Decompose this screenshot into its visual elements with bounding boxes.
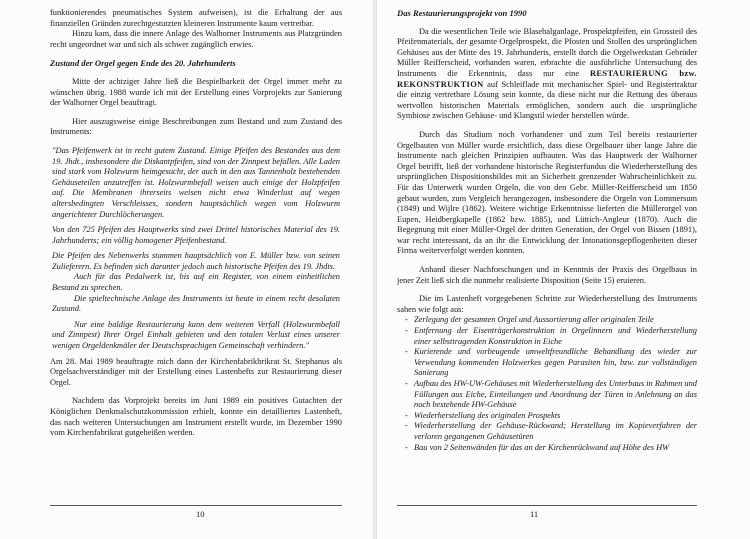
list-item: - Entfernung der Eisenträgerkonstruktion in Orgelinnern und Wiederherstellung einer selbsttragenden Konstruktion in Eiche [405, 326, 697, 347]
paragraph-text: auf Schleiflade mit mechanischer Spiel- und Registertraktur die einzig vertretbare Lösung sein konnte, da diese nicht nur die Rettung des überaus wertvollen historischen Materials ermöglichen, sondern auch die ursprüngliche Symbiose zwischen Gehäuse- und Klangstil wieder herstellen würde. [397, 79, 697, 121]
right-page [377, 0, 750, 539]
paragraph: Mitte der achtziger Jahre ließ die Bespielbarkeit der Orgel immer mehr zu wünschen übrig. 1988 wurde ich mit der Erstellung eines Vorprojekts zur Sanierung der Walhorner Orgel beauftragt. [50, 76, 342, 108]
emphasis-text: RESTAURIERUNG bzw. REKONSTRUKTION [397, 68, 697, 89]
list-item: - Aufbau des HW-UW-Gehäuses mit Wiederherstellung des Unterbaus in Rahmen und Füllungen aus Eiche, Einteilungen und Anordnung der Türen in Anlehnung an das noch bestehende HW-Gehäuse [405, 379, 697, 411]
list-item: - Zerlegung der gesamten Orgel und Aussortierung aller originalen Teile [405, 315, 697, 326]
left-page [0, 0, 373, 539]
quote-paragraph: Die Pfeifen des Nebenwerks stammen hauptsächlich von E. Müller bzw. von seinen Zulieferern. Es befinden sich darunter jedoch auch historische Pfeifen des 19. Jhdts. [52, 251, 340, 271]
paragraph: Anhand dieser Nachforschungen und in Kenntnis der Praxis des Orgelbaus in jener Zeit ließ sich die nunmehr realisierte Disposition (Seite 15) eruieren. [397, 265, 697, 285]
list-item: - Bau von 2 Seitenwänden für das an der Kirchenrückwand auf Höhe des HW [405, 443, 697, 454]
quote-paragraph: Die spieltechnische Anlage des Instruments ist heute in einem recht desolaten Zustand. [52, 293, 340, 314]
paragraph: Hinzu kam, dass die innere Anlage des Walhorner Instruments aus Platzgründen recht ungeordnet war und sich als schwer zugänglich erwies. [50, 29, 342, 49]
section-heading: Das Restaurierungsprojekt von 1990 [397, 8, 527, 18]
paragraph: Nachdem das Vorprojekt bereits im Juni 1989 ein positives Gutachten der Königlichen Denkmalschutzkommission erhielt, konnte ein detailliertes Lastenheft, das nach weiteren Untersuchungen am Instrument erstellt wurde, im Dezember 1990 vom Kirchenfabrikrat gutgeheißen werden. [50, 396, 342, 438]
footer-rule [50, 505, 342, 506]
quote-paragraph: Nur eine baldige Restaurierung kann dem weiteren Verfall (Holzwurmbefall und Zinnpest) Ihrer Orgel Einhalt gebieten und den totalen Verlust eines unserer wenigen Orgeldenkmäler der Deutschsprachigen Gemeinschaft verhindern." [52, 319, 340, 351]
list-item: - Kurierende und vorbeugende umweltfreundliche Behandlung des wieder zur Verwendung kommenden Holzwerkes gegen Parasiten hin, bzw. zur vollständigen Sanierung [405, 347, 697, 379]
footer-rule [397, 505, 697, 506]
left-page-text [50, 8, 342, 439]
paragraph: funktionierendes pneumatisches System aufweisen), ist die Erhaltung der aus finanziellen Gründen zurechtgestutzten kleineren Instrumente kaum vertretbar. [50, 8, 342, 28]
quote-paragraph: Auch für das Pedalwerk ist, bis auf ein Register, von einem einheitlichen Bestand zu sprechen. [52, 272, 340, 293]
quote-paragraph: "Das Pfeifenwerk ist in recht gutem Zustand. Einige Pfeifen des Bestandes aus dem 19. Jhdt., insbesondere die Diskantpfeifen, sind von der Zinnpest befallen. Alle Laden sind stark vom Holzwurm heimgesucht, der auch in den aus Tannenholz bestehenden Gehäuseteilen anzutreffen ist. Holzwurmbefall weisen auch einige der Holzpfeifen auf. Die Membranen ihrerseits weisen nicht etwa Winderlust auf wegen altersbedingten Verschleisses, sondern hauptsächlich wegen vom Holzwurm angerichteter Durchlöcherungen. [52, 145, 340, 219]
section-heading: Zustand der Orgel gegen Ende des 20. Jahrhunderts [50, 58, 236, 69]
list-item: - Wiederherstellung des originalen Prospekts [405, 411, 697, 422]
quote-paragraph: Von den 725 Pfeifen des Hauptwerks sind zwei Drittel historisches Material des 19. Jahrhunderts; ein völlig homogener Pfeifenbestand. [52, 225, 340, 245]
paragraph: Die im Lastenheft vorgegebenen Schritte zur Wiederherstellung des Instruments sahen wie folgt aus: [397, 294, 697, 314]
paragraph: Durch das Studium noch vorhandener und zum Teil bereits restaurierter Orgelbauten von Müller wurde ersichtlich, dass diese Orgelbauer über lange Jahre die Instrumente nach gleichen Prinzipien aufbauten. Was das Hauptwerk der Walhorner Orgel betrifft, ließ der vorhandene historische Registerfundus die Wiederherstellung des ursprünglichen Dispositionsbildes mit an Sicherheit grenzender Wahrscheinlichkeit zu. Für das Unterwerk wurden Orgeln, die von den Gebr. Müller-Reifferscheid um 1850 gebaut wurden, zum Vergleich herangezogen, insbesondere die Orgeln von Lommersum (1849) und Wijlre (1862). Weitere wichtige Erkenntnisse lieferten die Müllerorgel von Eupen, Heidbergkapelle (1862 bzw. 1885), und Lüttich-Angleur (1870). Auch die Begegnung mit einer Müller-Orgel der dritten Generation, der Orgel von Bissen (1891), war recht interessant, da an ihr die Entwicklung der Intonationsgepflogenheiten dieser Firma weiterverfolgt werden konnten. [397, 129, 697, 256]
right-page-text [397, 8, 697, 453]
paragraph: Hier auszugsweise einige Beschreibungen zum Bestand und zum Zustand des Instruments: [50, 116, 342, 137]
paragraph [397, 27, 697, 122]
paragraph-text: Da die wesentlichen Teile wie Blasebalganlage, Prospektpfeifen, ein Grossteil des Pfeifenmaterials, der gesamte Orgelprospekt, die Pfosten und Stollen des ursprünglichen Gehäuses aus der Mitte des 19. Jahrhunderts, erstellt durch die Orgelwerkstatt Gebrüder Müller Reifferscheid, vorhanden waren, erbrachte die ausführliche Untersuchung des Instruments die Erkenntnis, dass nur eine [397, 26, 697, 78]
paragraph: Am 28. Mai 1989 beauftragte mich dann der Kirchenfabrikbrikrat St. Stephanus als Orgelsachverständiger mit der Erstellung eines Lastenhefts zur Restaurierung dieser Orgel. [50, 356, 342, 387]
page-number: 10 [196, 509, 205, 519]
list-item: - Wiederherstellung der Gehäuse-Rückwand; Herstellung im Kopieverfahren der verloren gegangenen Gehäusetüren [405, 421, 697, 442]
page-number: 11 [530, 509, 539, 519]
restoration-steps-list [405, 315, 697, 453]
